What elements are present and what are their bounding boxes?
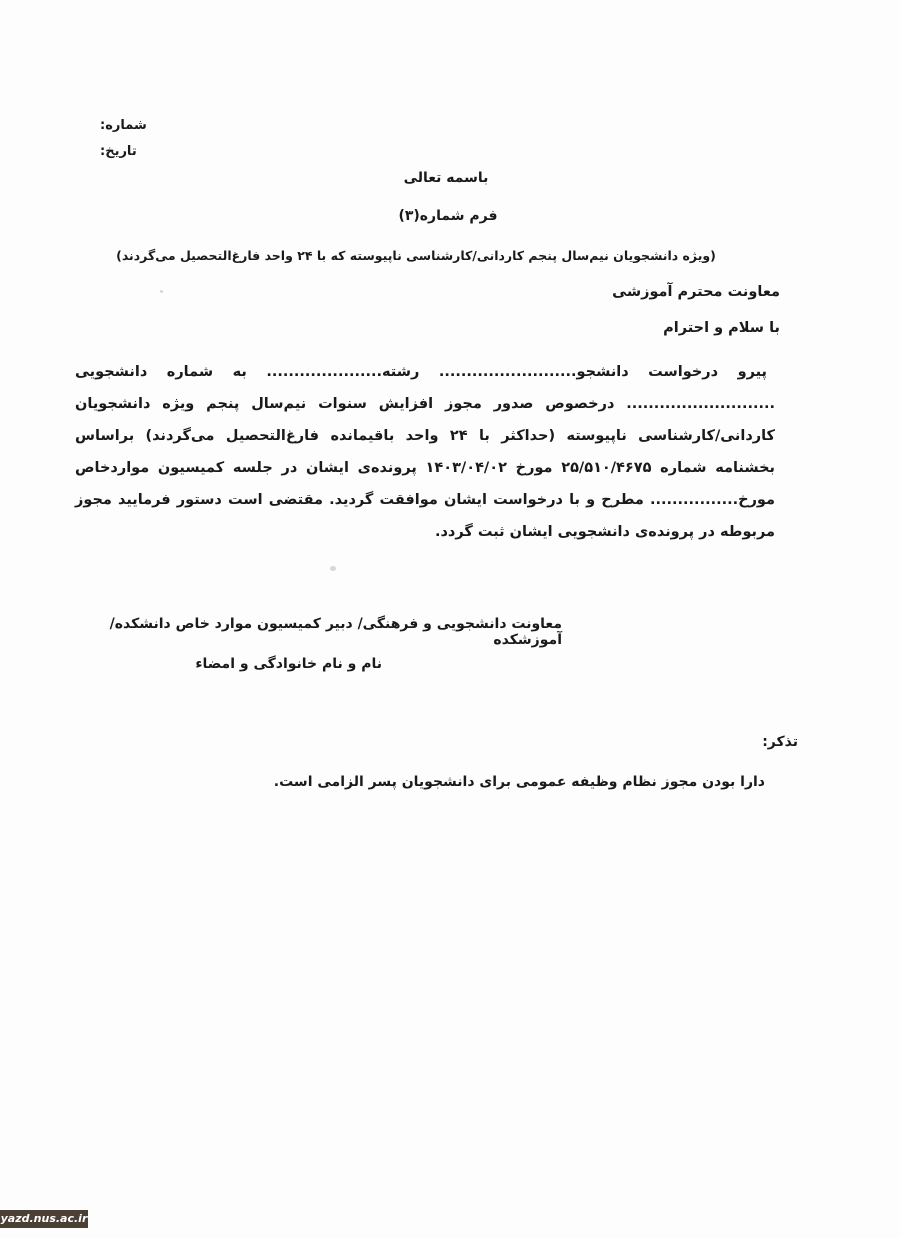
form-number-heading: فرم شماره(۳)	[398, 208, 498, 224]
note-text: دارا بودن مجوز نظام وظیفه عمومی برای دانشجویان پسر الزامی است.	[273, 774, 765, 790]
basmala-heading: باسمه تعالی	[403, 170, 489, 186]
scan-speck	[160, 290, 163, 293]
letter-body: پیرو درخواست دانشجو......................... رشته..................... به شماره دانشجویی ........................... درخصوص صدور مجوز افزایش سنوات نیم‌سال پنجم ویژه دانشجویان کاردانی/کارشناسی ناپیوسته (حداکثر با ۲۴ واحد باقیمانده فارغ‌التحصیل می‌گردند) براساس بخشنامه شماره ۲۵/۵۱۰/۴۶۷۵ مورخ ۱۴۰۳/۰۴/۰۲ پرونده‌ی ایشان در جلسه کمیسیون مواردخاص مورخ................ مطرح و با درخواست ایشان موافقت گردید. مقتضی است دستور فرمایید مجوز مربوطه در پرونده‌ی دانشجویی ایشان ثبت گردد.	[75, 364, 775, 540]
signatory-name-line: نام و نام خانوادگی و امضاء	[195, 656, 382, 672]
greeting-line: با سلام و احترام	[663, 320, 780, 336]
scan-speck	[330, 566, 336, 571]
number-label: شماره:	[100, 118, 147, 133]
site-watermark: yazd.nus.ac.ir	[0, 1210, 88, 1228]
date-label: تاریخ:	[100, 144, 137, 159]
form-subtitle: (ویژه دانشجویان نیم‌سال پنجم کاردانی/کارشناسی ناپیوسته که با ۲۴ واحد فارغ‌التحصیل می‌گردند)	[116, 248, 716, 263]
note-label: تذکر:	[762, 734, 798, 750]
recipient-line: معاونت محترم آموزشی	[612, 284, 780, 300]
signatory-title: معاونت دانشجویی و فرهنگی/ دبیر کمیسیون موارد خاص دانشکده/آموزشکده	[109, 616, 562, 648]
